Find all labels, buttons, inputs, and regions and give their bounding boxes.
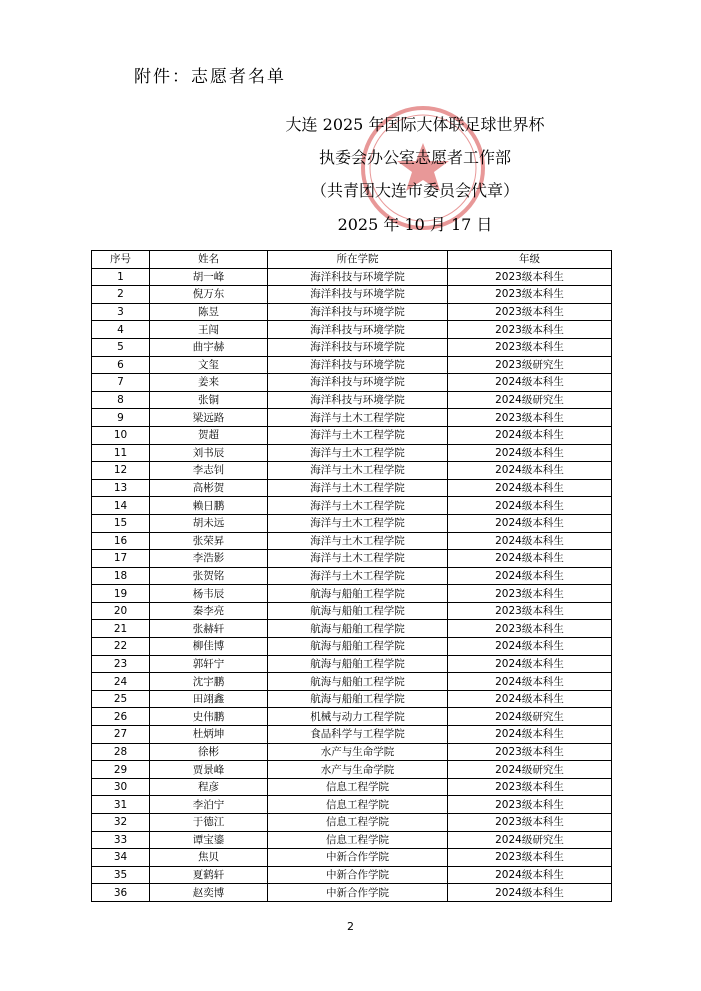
cell-name: 张贺铭	[150, 567, 268, 585]
cell-index: 22	[92, 638, 150, 656]
cell-name: 李浩影	[150, 550, 268, 568]
table-row	[92, 585, 612, 603]
cell-college: 水产与生命学院	[268, 761, 448, 779]
cell-name: 刘书辰	[150, 444, 268, 462]
cell-grade: 2024级本科生	[448, 479, 612, 497]
cell-college: 食品科学与工程学院	[268, 726, 448, 744]
table-row	[92, 303, 612, 321]
cell-index: 9	[92, 409, 150, 427]
cell-grade: 2024级本科生	[448, 884, 612, 902]
table-row	[92, 743, 612, 761]
cell-grade: 2024级研究生	[448, 761, 612, 779]
cell-index: 20	[92, 602, 150, 620]
issuer-line-1: 大连 2025 年国际大体联足球世界杯	[285, 115, 545, 134]
table-row	[92, 479, 612, 497]
cell-index: 27	[92, 726, 150, 744]
table-row	[92, 690, 612, 708]
header-college: 所在学院	[268, 251, 448, 269]
cell-grade: 2024级本科生	[448, 426, 612, 444]
cell-name: 赖日鹏	[150, 497, 268, 515]
cell-grade: 2024级本科生	[448, 514, 612, 532]
cell-index: 36	[92, 884, 150, 902]
cell-name: 曲宇赫	[150, 338, 268, 356]
cell-college: 海洋科技与环境学院	[268, 338, 448, 356]
cell-college: 信息工程学院	[268, 778, 448, 796]
cell-college: 海洋与土木工程学院	[268, 532, 448, 550]
cell-name: 谭宝鎏	[150, 831, 268, 849]
cell-index: 32	[92, 814, 150, 832]
cell-index: 18	[92, 567, 150, 585]
cell-name: 郭轩宁	[150, 655, 268, 673]
cell-name: 王闯	[150, 321, 268, 339]
cell-name: 张赫轩	[150, 620, 268, 638]
table-row	[92, 673, 612, 691]
cell-grade: 2023级本科生	[448, 849, 612, 867]
table-row	[92, 497, 612, 515]
table-row	[92, 444, 612, 462]
cell-name: 张荣昇	[150, 532, 268, 550]
cell-index: 26	[92, 708, 150, 726]
cell-college: 信息工程学院	[268, 796, 448, 814]
cell-college: 海洋与土木工程学院	[268, 497, 448, 515]
table-row	[92, 726, 612, 744]
cell-college: 海洋与土木工程学院	[268, 550, 448, 568]
cell-index: 25	[92, 690, 150, 708]
cell-grade: 2024级本科生	[448, 655, 612, 673]
cell-grade: 2023级本科生	[448, 620, 612, 638]
cell-college: 海洋科技与环境学院	[268, 391, 448, 409]
cell-index: 34	[92, 849, 150, 867]
issuer-line-3: （共青团大连市委员会代章）	[310, 181, 519, 200]
table-row	[92, 831, 612, 849]
table-row	[92, 338, 612, 356]
cell-college: 海洋与土木工程学院	[268, 479, 448, 497]
cell-index: 35	[92, 866, 150, 884]
cell-name: 倪万东	[150, 286, 268, 304]
cell-index: 17	[92, 550, 150, 568]
cell-name: 胡一峰	[150, 268, 268, 286]
cell-college: 航海与船舶工程学院	[268, 690, 448, 708]
cell-college: 海洋科技与环境学院	[268, 268, 448, 286]
cell-grade: 2024级本科生	[448, 866, 612, 884]
cell-index: 21	[92, 620, 150, 638]
cell-college: 中新合作学院	[268, 866, 448, 884]
table-row	[92, 602, 612, 620]
cell-grade: 2024级研究生	[448, 831, 612, 849]
table-row	[92, 532, 612, 550]
table-row	[92, 321, 612, 339]
cell-grade: 2023级本科生	[448, 303, 612, 321]
cell-name: 赵奕博	[150, 884, 268, 902]
cell-name: 高彬贺	[150, 479, 268, 497]
cell-index: 2	[92, 286, 150, 304]
cell-index: 5	[92, 338, 150, 356]
cell-index: 19	[92, 585, 150, 603]
cell-name: 姜来	[150, 374, 268, 392]
cell-grade: 2023级研究生	[448, 356, 612, 374]
cell-college: 海洋与土木工程学院	[268, 426, 448, 444]
cell-grade: 2023级本科生	[448, 321, 612, 339]
cell-index: 7	[92, 374, 150, 392]
header-index: 序号	[92, 251, 150, 269]
cell-index: 4	[92, 321, 150, 339]
table-row	[92, 567, 612, 585]
cell-index: 24	[92, 673, 150, 691]
cell-grade: 2024级本科生	[448, 638, 612, 656]
cell-index: 30	[92, 778, 150, 796]
cell-college: 海洋科技与环境学院	[268, 356, 448, 374]
cell-index: 28	[92, 743, 150, 761]
table-row	[92, 356, 612, 374]
cell-college: 航海与船舶工程学院	[268, 620, 448, 638]
table-row	[92, 409, 612, 427]
table-row	[92, 849, 612, 867]
cell-grade: 2024级本科生	[448, 462, 612, 480]
cell-name: 贺超	[150, 426, 268, 444]
table-row	[92, 550, 612, 568]
cell-college: 航海与船舶工程学院	[268, 638, 448, 656]
table-row	[92, 708, 612, 726]
cell-college: 中新合作学院	[268, 849, 448, 867]
cell-grade: 2023级本科生	[448, 409, 612, 427]
cell-index: 15	[92, 514, 150, 532]
cell-grade: 2024级本科生	[448, 444, 612, 462]
cell-name: 田翊鑫	[150, 690, 268, 708]
cell-grade: 2023级本科生	[448, 814, 612, 832]
cell-grade: 2024级本科生	[448, 374, 612, 392]
cell-college: 海洋科技与环境学院	[268, 286, 448, 304]
cell-name: 程彦	[150, 778, 268, 796]
cell-college: 航海与船舶工程学院	[268, 585, 448, 603]
table-row	[92, 778, 612, 796]
cell-grade: 2023级本科生	[448, 778, 612, 796]
cell-index: 14	[92, 497, 150, 515]
page-number: 2	[347, 920, 354, 933]
cell-grade: 2024级本科生	[448, 690, 612, 708]
cell-index: 13	[92, 479, 150, 497]
table-row	[92, 268, 612, 286]
cell-grade: 2024级本科生	[448, 550, 612, 568]
cell-college: 水产与生命学院	[268, 743, 448, 761]
cell-index: 3	[92, 303, 150, 321]
cell-name: 杜炳坤	[150, 726, 268, 744]
cell-index: 33	[92, 831, 150, 849]
cell-college: 海洋与土木工程学院	[268, 462, 448, 480]
table-header-row	[92, 251, 612, 269]
cell-name: 秦李亮	[150, 602, 268, 620]
table-body	[92, 268, 612, 901]
cell-grade: 2024级研究生	[448, 708, 612, 726]
cell-index: 6	[92, 356, 150, 374]
cell-name: 陈昱	[150, 303, 268, 321]
table-row	[92, 286, 612, 304]
table-row	[92, 796, 612, 814]
cell-college: 航海与船舶工程学院	[268, 602, 448, 620]
table-row	[92, 866, 612, 884]
cell-name: 于德江	[150, 814, 268, 832]
cell-college: 海洋与土木工程学院	[268, 409, 448, 427]
issuer-line-2: 执委会办公室志愿者工作部	[318, 148, 511, 167]
cell-name: 沈宇鹏	[150, 673, 268, 691]
cell-college: 海洋与土木工程学院	[268, 567, 448, 585]
cell-name: 胡未远	[150, 514, 268, 532]
cell-grade: 2023级本科生	[448, 796, 612, 814]
cell-college: 海洋与土木工程学院	[268, 514, 448, 532]
cell-grade: 2023级本科生	[448, 743, 612, 761]
cell-college: 海洋科技与环境学院	[268, 321, 448, 339]
table-row	[92, 761, 612, 779]
header-name: 姓名	[150, 251, 268, 269]
volunteer-table	[91, 250, 612, 902]
table-row	[92, 655, 612, 673]
cell-grade: 2023级本科生	[448, 268, 612, 286]
issue-date: 2025 年 10 月 17 日	[337, 215, 493, 234]
cell-grade: 2023级本科生	[448, 602, 612, 620]
cell-index: 1	[92, 268, 150, 286]
table-row	[92, 374, 612, 392]
cell-index: 23	[92, 655, 150, 673]
table-row	[92, 884, 612, 902]
cell-grade: 2024级本科生	[448, 567, 612, 585]
attachment-title: 附件：志愿者名单	[134, 67, 286, 87]
cell-college: 海洋与土木工程学院	[268, 444, 448, 462]
cell-name: 贾景峰	[150, 761, 268, 779]
cell-grade: 2024级研究生	[448, 391, 612, 409]
cell-index: 31	[92, 796, 150, 814]
table-row	[92, 814, 612, 832]
cell-index: 29	[92, 761, 150, 779]
cell-name: 杨韦辰	[150, 585, 268, 603]
table-row	[92, 514, 612, 532]
cell-index: 8	[92, 391, 150, 409]
cell-college: 海洋科技与环境学院	[268, 303, 448, 321]
cell-grade: 2023级本科生	[448, 286, 612, 304]
cell-name: 徐彬	[150, 743, 268, 761]
cell-grade: 2024级本科生	[448, 673, 612, 691]
cell-grade: 2023级本科生	[448, 338, 612, 356]
cell-name: 史伟鹏	[150, 708, 268, 726]
cell-name: 柳佳博	[150, 638, 268, 656]
cell-college: 信息工程学院	[268, 814, 448, 832]
table-row	[92, 620, 612, 638]
cell-index: 16	[92, 532, 150, 550]
cell-name: 焦贝	[150, 849, 268, 867]
cell-college: 信息工程学院	[268, 831, 448, 849]
cell-name: 夏鹤轩	[150, 866, 268, 884]
table-row	[92, 638, 612, 656]
header-grade: 年级	[448, 251, 612, 269]
cell-index: 12	[92, 462, 150, 480]
cell-name: 梁远路	[150, 409, 268, 427]
cell-grade: 2024级本科生	[448, 532, 612, 550]
cell-index: 11	[92, 444, 150, 462]
table-row	[92, 391, 612, 409]
cell-index: 10	[92, 426, 150, 444]
table-row	[92, 426, 612, 444]
cell-college: 海洋科技与环境学院	[268, 374, 448, 392]
cell-grade: 2024级本科生	[448, 726, 612, 744]
cell-name: 李泊宁	[150, 796, 268, 814]
cell-college: 中新合作学院	[268, 884, 448, 902]
table-row	[92, 462, 612, 480]
cell-grade: 2023级本科生	[448, 585, 612, 603]
cell-college: 机械与动力工程学院	[268, 708, 448, 726]
cell-name: 张铜	[150, 391, 268, 409]
cell-grade: 2024级本科生	[448, 497, 612, 515]
cell-name: 文玺	[150, 356, 268, 374]
cell-college: 航海与船舶工程学院	[268, 673, 448, 691]
cell-name: 李志钊	[150, 462, 268, 480]
cell-college: 航海与船舶工程学院	[268, 655, 448, 673]
